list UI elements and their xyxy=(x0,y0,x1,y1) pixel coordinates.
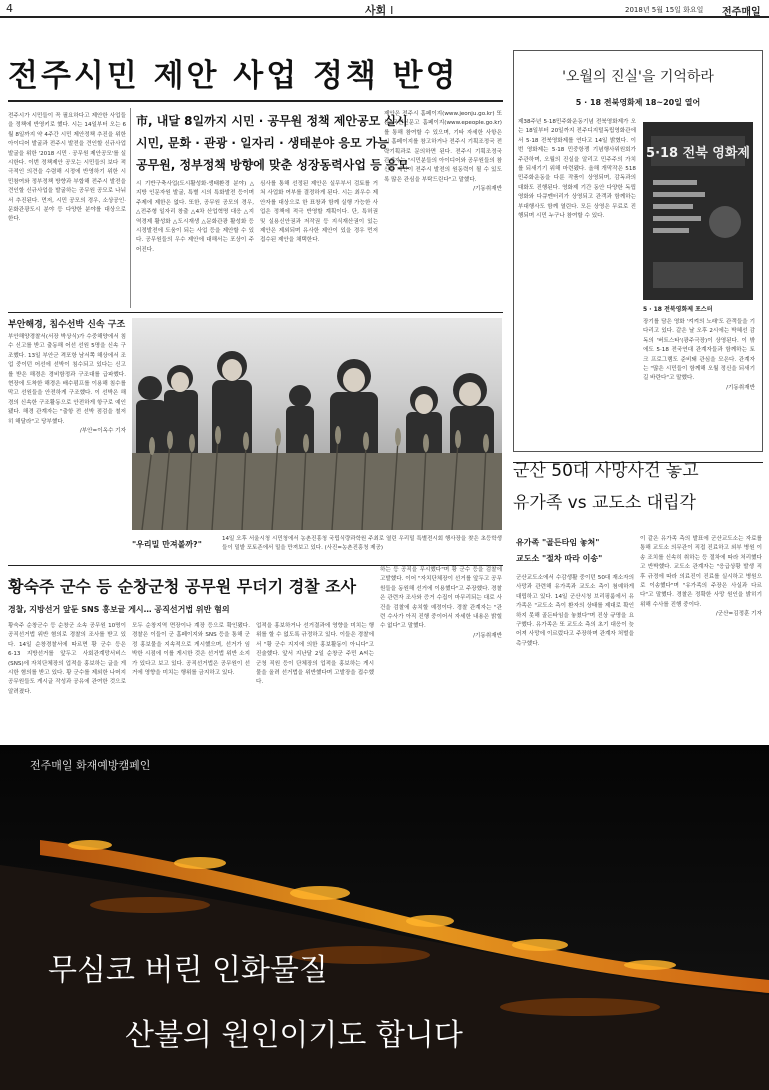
main-article-col3: 심사를 통해 선정된 제안은 실무부서 검토를 거쳐 사업화 여부를 결정하게 된다. 시는 최우수 제안자를 대상으로 한 표창과 함께 실행 가능한 사업은 정책에 적극 반영할 계획이다. 단, 특허권 및 실용신안권과 저작권 등 지식재산권이 있는 제안은 제외되며 유사한 제안이 있을 경우 먼저 접수된 제안을 채택한다. xyxy=(260,181,378,244)
election-col4: 하는 등 공직을 무시했다"며 황 군수 등을 검찰에 고발했다. 이어 "자치단체장이 선거를 앞두고 공무원들을 동원해 선거에 이용했다"고 주장했다. 경찰은 관련자 조사와 증거 수집이 마무리되는 대로 사건을 검찰에 송치할 예정이다. 경찰 관계자는 "관련 수사가 아직 진행 중이어서 자세한 내용은 밝힐 수 없다"고 말했다. /기동취재반 xyxy=(380,566,502,744)
main-article-col4: 제안은 전주시 홈페이지(www.jeonju.go.kr) 또는 국민신문고 홈페이지(www.epeople.go.kr)를 통해 참여할 수 있으며, 기타 자세한 사항은 시 홈페이지를 참고하거나 전주시 기획조정국 전략기획과로 문의하면 된다. 전주시 기획조정국 관계자는 "시민분들의 아이디어와 공무원들의 참신한 제안이 전주시 발전의 원동력이 될 수 있도록 많은 관심을 부탁드린다"고 말했다. /기동취재반 xyxy=(384,110,502,310)
gunsan-col2: 이 같은 유가족 측의 발표에 군산교도소는 자료를 통해 교도소 의무관이 직접 진료하고 외부 병원 이송 조치를 신속히 취하는 등 절차에 따라 처리했다고 반박했다. 교도소 관계자는 "응급상황 발생 직후 규정에 따라 의료진이 진료를 실시하고 병원으로 이송했다"며 "유가족의 주장은 사실과 다르다"고 말했다. 경찰은 정확한 사망 원인을 밝히기 위해 수사를 진행 중이다. /군산=김정훈 기자 xyxy=(640,535,762,745)
sub-heading-3: 공무원, 정부정책 방향에 맞춘 성장동력사업 등 응모 xyxy=(136,158,410,172)
photo-caption-text: 14일 오후 서울시청 시민청에서 농촌진흥청 국립식량과학원 주최로 열린 우리밀 특별전시회 행사장을 찾은 초등학생들이 밀밭 포토존에서 밀을 만져보고 있다. (사진=농촌진흥청 제공) xyxy=(222,536,502,551)
gunsan-subheads xyxy=(516,535,602,567)
photo-caption-title: "우리밀 만져볼까?" xyxy=(132,540,202,549)
ferry-heading: 부안해경, 침수선박 신속 구조 xyxy=(8,320,126,330)
gunsan-sub-2: 교도소 "절차 따라 이송" xyxy=(516,554,603,563)
campaign-line-1: 무심코 버린 인화물질 xyxy=(48,953,328,988)
paper-name: 전주매일 xyxy=(722,7,761,18)
main-article-col1: 전주시가 시민들이 꼭 필요하다고 제안한 사업들을 정책에 반영키로 했다. 시는 14일부터 오는 6월 8일까지 약 4주간 시민 제안정책 추진을 위한 아이디어 발굴과 전주시 발전을 견인할 신규사업 발굴을 위한 '2018 시민 · 공무원 제안공모'를 실시한다. 이번 정책제안 공모는 시민들의 보다 적극적인 의견을 수렴해 시정에 반영하기 위한 시민참여와 정부정책 방향과 부합해 전주시 발전을 견인할 신규사업을 발굴하는 공무원 공모로 나눠서 추진된다. 먼저, 시민 공모의 경우, 소상공인·문화관광도시 분야 등 다양한 분야를 대상으로 한다. xyxy=(8,113,126,223)
campaign-line-2: 산불의 원인이기도 합니다 xyxy=(125,1018,463,1053)
election-col2: 모두 순창지역 면장이나 계장 등으로 확인됐다. 경찰은 이들이 군 홈페이지와 SNS 등을 통해 군정 홍보물을 지속적으로 게시했으며, 선거가 임박한 시점에 이를 게시한 것은 선거법 위반 소지가 있다고 보고 있다. 공직선거법은 공무원이 선거에 영향을 미치는 행위를 금지하고 있다. xyxy=(132,623,250,677)
sidebar-subtitle: 5 · 18 전북영화제 18~20일 열어 xyxy=(575,98,701,107)
election-credit: /기동취재반 xyxy=(473,632,502,639)
election-headline: 황숙주 군수 등 순창군청 공무원 무더기 경찰 조사 xyxy=(8,577,357,596)
gunsan-headline xyxy=(513,455,699,519)
sidebar-title: '오월의 진실'을 기억하라 xyxy=(562,69,714,85)
main-headline: 전주시민 제안 사업 정책 반영 xyxy=(8,58,459,94)
gunsan-sub-1: 유가족 "골든타임 놓쳐" xyxy=(516,538,600,547)
sidebar-credit: /기동취재반 xyxy=(726,384,755,391)
divider xyxy=(130,108,131,308)
gunsan-credit: /군산=김정훈 기자 xyxy=(715,611,762,618)
gunsan-col1: 군산교도소에서 수감생활 중이던 50대 재소자의 사망과 관련해 유가족과 교도소 측이 첨예하게 대립하고 있다. 14일 군산시청 브리핑룸에서 유가족은 "교도소 측이 환자의 상태를 제대로 확인하지 못해 골든타임을 놓쳤다"며 진상 규명을 요구했다. 유가족은 또 교도소 측의 초기 대응이 늦어져 사망에 이르렀다고 주장하며 관계자 처벌을 촉구했다. xyxy=(516,575,634,647)
ferry-article-body: 부안해양경찰서(서장 박상식)가 수중해양에서 침수 신고를 받고 출동해 어선 선원 5명을 신속 구조했다. 13일 부안군 격포항 남서쪽 해상에서 조업 중이던 어선에 선박이 침수되고 있다는 신고를 받은 해경은 경비함정과 구조대를 급파했다. 현장에 도착한 해경은 배수펌프를 이용해 침수를 막고 선원들을 안전하게 구조했다. 이 선박은 해경의 신속한 구조활동으로 안전하게 항구로 예인됐다. 해경 관계자는 "출항 전 선박 점검을 철저히 해달라"고 당부했다. /부안=이옥수 기자 xyxy=(8,333,126,548)
campaign-label: 전주매일 화재예방캠페인 xyxy=(30,759,151,772)
sidebar-col2: 장기를 담은 영화 '켜켜의 노래'도 관객들을 기다리고 있다. 같은 날 오후 2시에는 박혜선 감독의 '버트스타'(광주극장)이 상영된다. 이 밖에도 5·18 전국연대 관계자들과 함께하는 토크 프로그램도 준비돼 관심을 모은다. 관계자는 "많은 시민들이 함께해 오월 정신을 되새기길 바란다"고 말했다. /기동취재반 xyxy=(643,318,755,448)
sub-heading-1: 市, 내달 8일까지 시민 · 공무원 정책 제안공모 실시 xyxy=(136,114,408,128)
wheat-field-photo xyxy=(132,318,502,530)
photo-caption xyxy=(132,535,502,561)
section-name: 사회 I xyxy=(365,4,394,17)
gunsan-headline-2: 유가족 vs 교도소 대립각 xyxy=(513,493,696,513)
poster-title: 5·18 전북 영화제 xyxy=(646,146,750,161)
poster-label: 5 · 18 전북영화제 포스터 xyxy=(643,306,713,313)
gunsan-headline-1: 군산 50대 사망사건 놓고 xyxy=(513,461,699,481)
fire-prevention-campaign xyxy=(0,745,769,1090)
sub-heading-2: 시민, 문화 · 관광 · 일자리 · 생태분야 응모 가능 xyxy=(136,136,389,150)
sidebar-col1: 제38주년 5·18민주화운동기념 전북영화제가 오는 18일부터 20일까지 전주디지털독립영화관에서 5·18 전북영화제를 연다고 14일 밝혔다. 이번 영화제는 5·18 민중항쟁 기념행사위원회가 주관하며, 오월의 진실을 알리고 민주주의 가치를 되새기기 위해 마련됐다. 올해 개막작은 518 민주화운동을 다룬 작품이 상영되며, 감독과의 대화도 진행된다. 영화제 기간 동안 다양한 독립영화와 다큐멘터리가 상영되고 관객과 함께하는 부대행사도 함께 열린다. 모든 상영은 무료로 진행되며 시민 누구나 참여할 수 있다. xyxy=(518,119,636,220)
page-header xyxy=(0,0,769,18)
election-subhead: 경찰, 지방선거 앞둔 SNS 홍보글 게시… 공직선거법 위반 혐의 xyxy=(8,605,230,614)
election-col3: 업적을 홍보하거나 선거결과에 영향을 미치는 행위를 할 수 없도록 규정하고 있다. 이들은 경찰에서 "황 군수 지지에 의한 홍보활동이 아니다"고 진술했다. 앞서 지난달 2일 순창군 주민 A씨는 군청 직원 등이 단체장의 업적을 홍보하는 게시물을 올려 선거법을 위반했다며 고발장을 접수했다. xyxy=(256,623,374,686)
divider xyxy=(8,312,503,313)
film-festival-poster xyxy=(643,122,753,300)
election-col1: 황숙주 순창군수 등 순창군 소속 공무원 10명이 공직선거법 위반 혐의로 경찰의 조사를 받고 있다. 14일 순창경찰서에 따르면 황 군수 등은 6·13 지방선거를 앞두고 사회관계망서비스(SNS)에 자치단체장의 업적을 홍보하는 글을 게시한 혐의를 받고 있다. 황 군수를 제외한 나머지 공무원들도 게시글 작성과 공유에 관여한 것으로 알려졌다. xyxy=(8,623,126,695)
ferry-credit: /부안=이옥수 기자 xyxy=(79,428,126,435)
issue-date: 2018년 5월 15일 화요일 xyxy=(625,6,704,14)
main-article-col2: 시 기반구축사업(도시활성화·생태환경 분야) △지방 인문자원 발굴, 특별 시의 특화발전 등이며 주제에 제한은 없다. 또한, 공무원 공모의 경우, △전주형 일자리 창출 △4차 산업혁명 대응 △지역경제 활성화 △도시재생 △문화관광 활성화 등 시정발전에 도움이 되는 사업 등을 제안할 수 있다. 공무원들의 우수 제안에 대해서는 포상이 주어진다. xyxy=(136,181,254,253)
page-number: 4 xyxy=(6,2,13,15)
divider xyxy=(8,100,503,102)
main-article-credit: /기동취재반 xyxy=(473,186,502,193)
